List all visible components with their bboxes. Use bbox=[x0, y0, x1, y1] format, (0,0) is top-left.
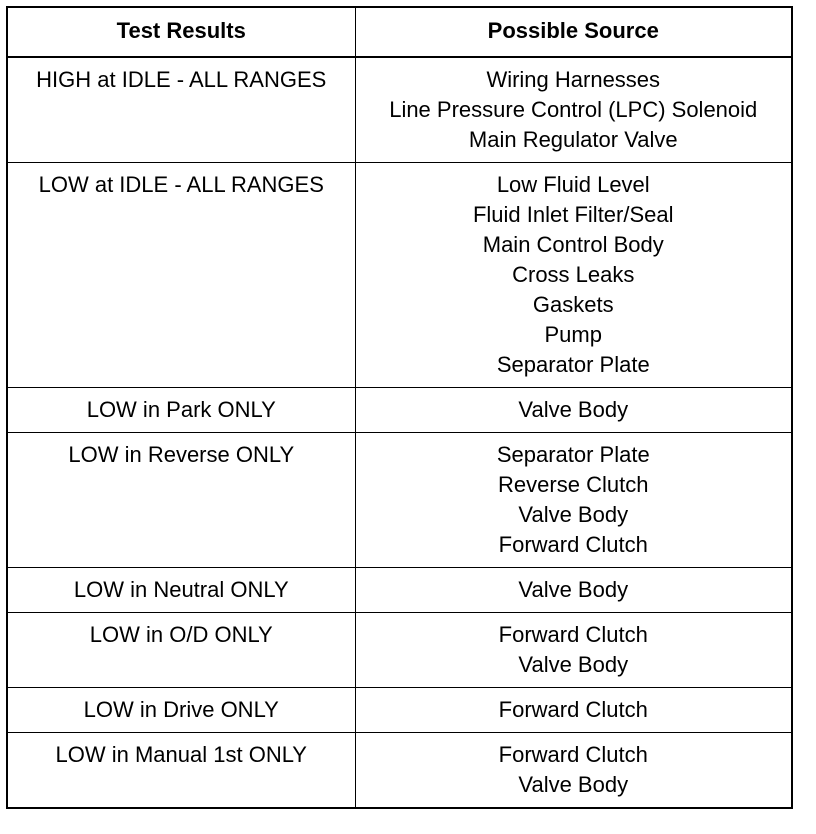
header-possible-source: Possible Source bbox=[355, 7, 792, 57]
possible-source-cell bbox=[355, 57, 792, 163]
possible-source-cell bbox=[355, 688, 792, 733]
source-item: Valve Body bbox=[518, 652, 629, 677]
source-item: Valve Body bbox=[518, 397, 629, 422]
header-row bbox=[7, 7, 792, 57]
source-item: Forward Clutch bbox=[498, 532, 648, 557]
possible-source-cell bbox=[355, 733, 792, 809]
source-item: Line Pressure Control (LPC) Solenoid bbox=[389, 97, 758, 122]
source-item: Valve Body bbox=[518, 772, 629, 797]
possible-source-cell bbox=[355, 613, 792, 688]
table-row bbox=[7, 733, 792, 809]
test-result-cell: LOW in Drive ONLY bbox=[7, 688, 355, 733]
table-row bbox=[7, 613, 792, 688]
test-result-cell: LOW in O/D ONLY bbox=[7, 613, 355, 688]
test-result-cell: HIGH at IDLE - ALL RANGES bbox=[7, 57, 355, 163]
source-item: Valve Body bbox=[518, 502, 629, 527]
possible-source-cell bbox=[355, 163, 792, 388]
test-result-cell: LOW in Park ONLY bbox=[7, 388, 355, 433]
source-item: Valve Body bbox=[518, 577, 629, 602]
source-item: Forward Clutch bbox=[498, 742, 648, 767]
possible-source-cell bbox=[355, 388, 792, 433]
source-item: Main Regulator Valve bbox=[468, 127, 678, 152]
possible-source-cell bbox=[355, 568, 792, 613]
table-row bbox=[7, 57, 792, 163]
source-item: Cross Leaks bbox=[512, 262, 635, 287]
source-item: Pump bbox=[544, 322, 602, 347]
source-item: Separator Plate bbox=[496, 352, 650, 377]
table-row bbox=[7, 568, 792, 613]
table-row bbox=[7, 163, 792, 388]
possible-source-cell bbox=[355, 433, 792, 568]
source-item: Main Control Body bbox=[482, 232, 664, 257]
source-item: Low Fluid Level bbox=[496, 172, 650, 197]
test-result-cell: LOW in Manual 1st ONLY bbox=[7, 733, 355, 809]
table-row bbox=[7, 388, 792, 433]
source-item: Forward Clutch bbox=[498, 697, 648, 722]
test-result-cell: LOW at IDLE - ALL RANGES bbox=[7, 163, 355, 388]
table-row bbox=[7, 433, 792, 568]
pressure-test-results-table bbox=[6, 6, 793, 809]
source-item: Separator Plate bbox=[496, 442, 650, 467]
test-result-cell: LOW in Neutral ONLY bbox=[7, 568, 355, 613]
source-item: Fluid Inlet Filter/Seal bbox=[472, 202, 674, 227]
source-item: Forward Clutch bbox=[498, 622, 648, 647]
test-result-cell: LOW in Reverse ONLY bbox=[7, 433, 355, 568]
source-item: Reverse Clutch bbox=[498, 472, 649, 497]
source-item: Gaskets bbox=[532, 292, 614, 317]
source-item: Wiring Harnesses bbox=[486, 67, 661, 92]
header-test-results: Test Results bbox=[7, 7, 355, 57]
table-row bbox=[7, 688, 792, 733]
